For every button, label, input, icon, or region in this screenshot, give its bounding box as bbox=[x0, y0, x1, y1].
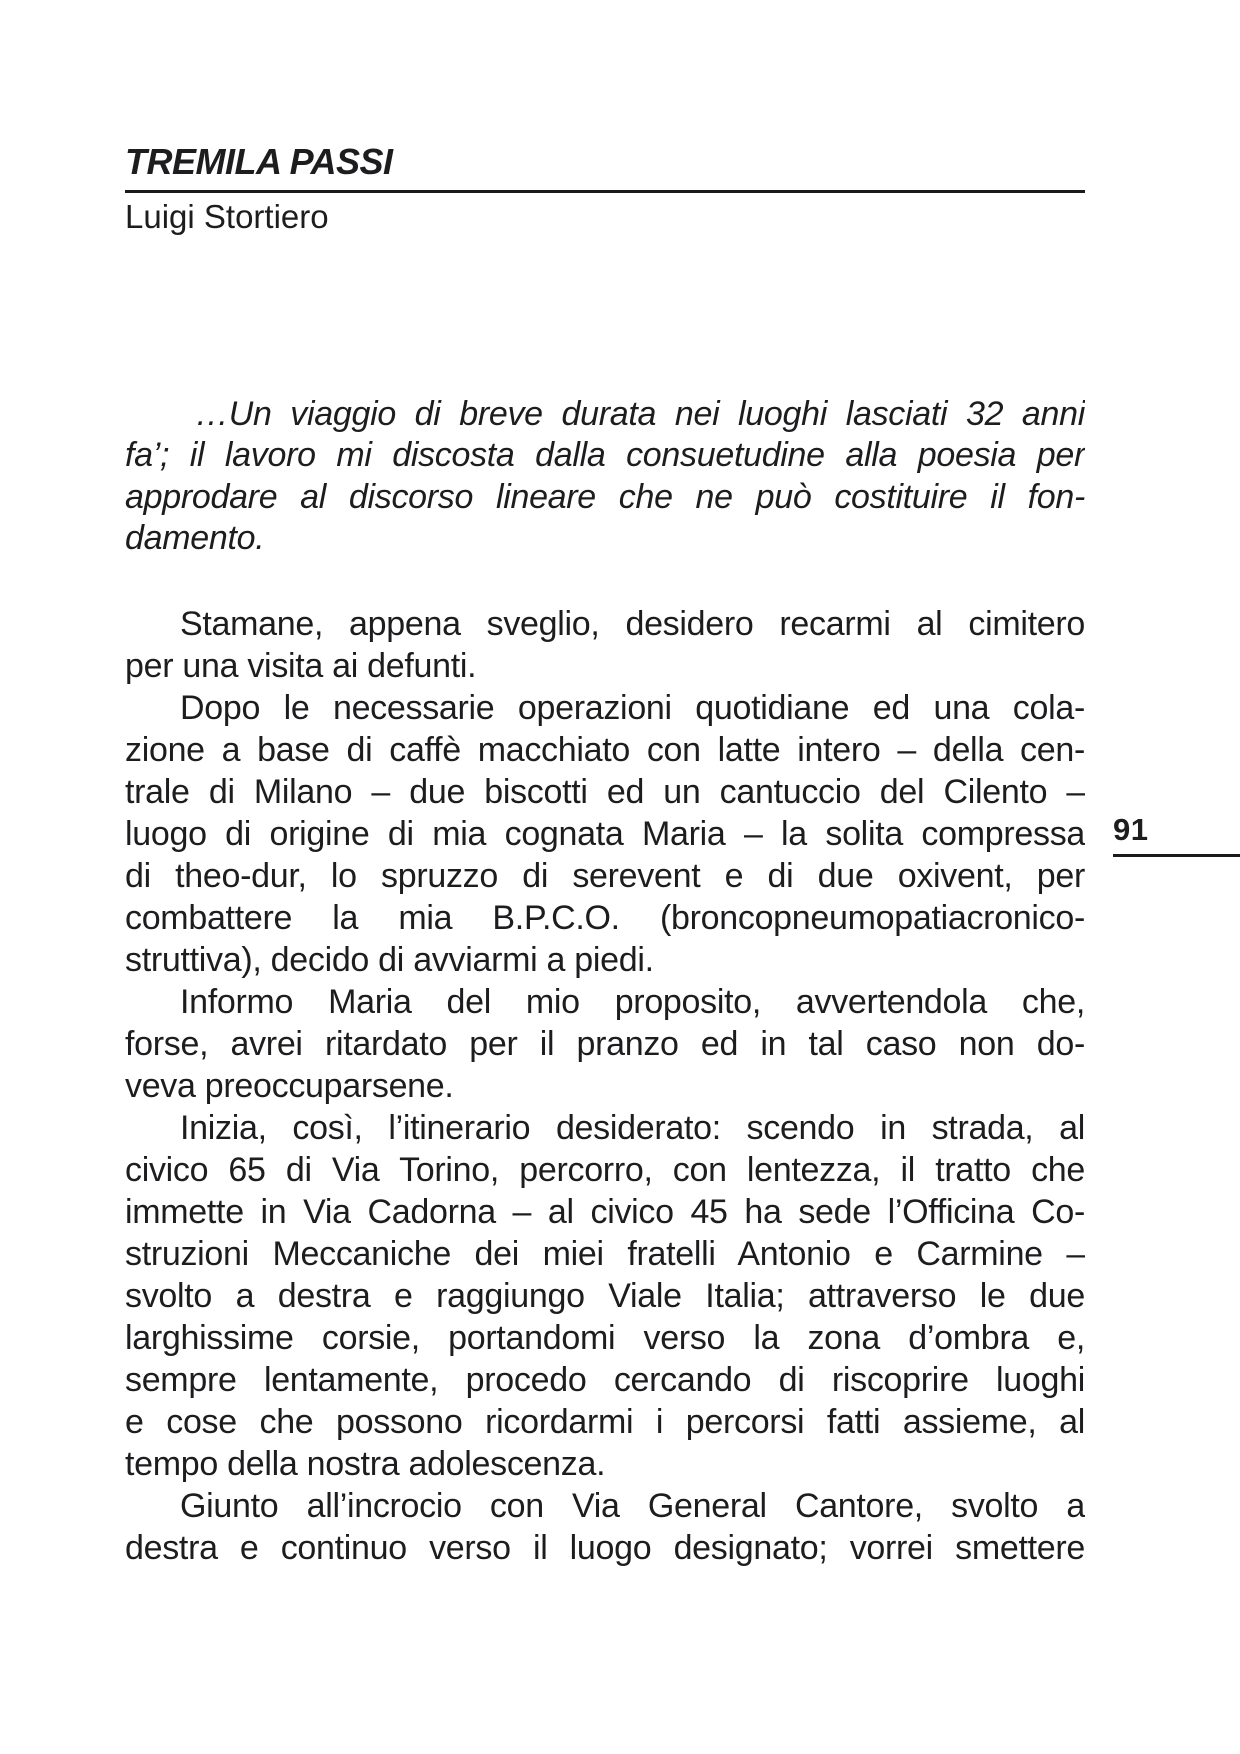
paragraph bbox=[125, 1485, 1085, 1569]
text-line: damento. bbox=[125, 518, 265, 557]
paragraph bbox=[125, 1107, 1085, 1485]
text-line: sempre lentamente, procedo cercando di riscoprire luoghi bbox=[125, 1361, 1085, 1399]
text-line: struzioni Meccaniche dei miei fratelli Antonio e Carmine – bbox=[125, 1235, 1085, 1273]
text-line: fa’; il lavoro mi discosta dalla consuetudine alla poesia per bbox=[125, 436, 1085, 475]
text-line: e cose che possono ricordarmi i percorsi fatti assieme, al bbox=[125, 1403, 1085, 1441]
page-header bbox=[125, 141, 1085, 235]
chapter-title: TREMILA PASSI bbox=[125, 141, 393, 182]
text-line: svolto a destra e raggiungo Viale Italia; attraverso le due bbox=[125, 1277, 1085, 1315]
text-line: Stamane, appena sveglio, desidero recarmi al cimitero bbox=[180, 605, 1085, 643]
text-line: civico 65 di Via Torino, percorro, con lentezza, il tratto che bbox=[125, 1151, 1085, 1189]
author-name: Luigi Stortiero bbox=[125, 198, 329, 235]
body-text bbox=[125, 603, 1085, 1569]
text-line: Informo Maria del mio proposito, avvertendola che, bbox=[180, 983, 1085, 1021]
paragraph bbox=[125, 981, 1085, 1107]
text-line: destra e continuo verso il luogo designato; vorrei smettere bbox=[125, 1529, 1085, 1567]
text-line: larghissime corsie, portandomi verso la zona d’ombra e, bbox=[125, 1319, 1085, 1357]
text-line: Inizia, così, l’itinerario desiderato: scendo in strada, al bbox=[180, 1109, 1085, 1147]
header-rule bbox=[125, 190, 1085, 193]
text-line: di theo-dur, lo spruzzo di serevent e di due oxivent, per bbox=[125, 857, 1085, 895]
folio-rule bbox=[1113, 854, 1240, 857]
text-line: veva preoccuparsene. bbox=[125, 1067, 454, 1105]
folio bbox=[1113, 814, 1240, 857]
text-line: struttiva), decido di avviarmi a piedi. bbox=[125, 941, 654, 979]
text-line: forse, avrei ritardato per il pranzo ed in tal caso non do- bbox=[125, 1025, 1085, 1063]
text-line: approdare al discorso lineare che ne può costituire il fon- bbox=[125, 477, 1085, 516]
paragraph bbox=[125, 603, 1085, 687]
text-line: combattere la mia B.P.C.O. (broncopneumopatiacronico- bbox=[125, 899, 1085, 937]
paragraph bbox=[125, 687, 1085, 981]
text-line: per una visita ai defunti. bbox=[125, 647, 477, 685]
text-line: luogo di origine di mia cognata Maria – la solita compressa bbox=[125, 815, 1085, 853]
page-number: 91 bbox=[1113, 812, 1149, 847]
text-line: trale di Milano – due biscotti ed un cantuccio del Cilento – bbox=[125, 773, 1085, 811]
text-line: immette in Via Cadorna – al civico 45 ha sede l’Officina Co- bbox=[125, 1193, 1085, 1231]
paragraph bbox=[125, 394, 1085, 559]
text-line: tempo della nostra adolescenza. bbox=[125, 1445, 606, 1483]
text-line: …Un viaggio di breve durata nei luoghi lasciati 32 anni bbox=[195, 395, 1085, 433]
text-line: Giunto all’incrocio con Via General Cantore, svolto a bbox=[180, 1487, 1085, 1525]
text-line: zione a base di caffè macchiato con latte intero – della cen- bbox=[125, 731, 1085, 769]
intro-paragraph bbox=[125, 394, 1085, 559]
text-line: Dopo le necessarie operazioni quotidiane ed una cola- bbox=[180, 689, 1085, 727]
